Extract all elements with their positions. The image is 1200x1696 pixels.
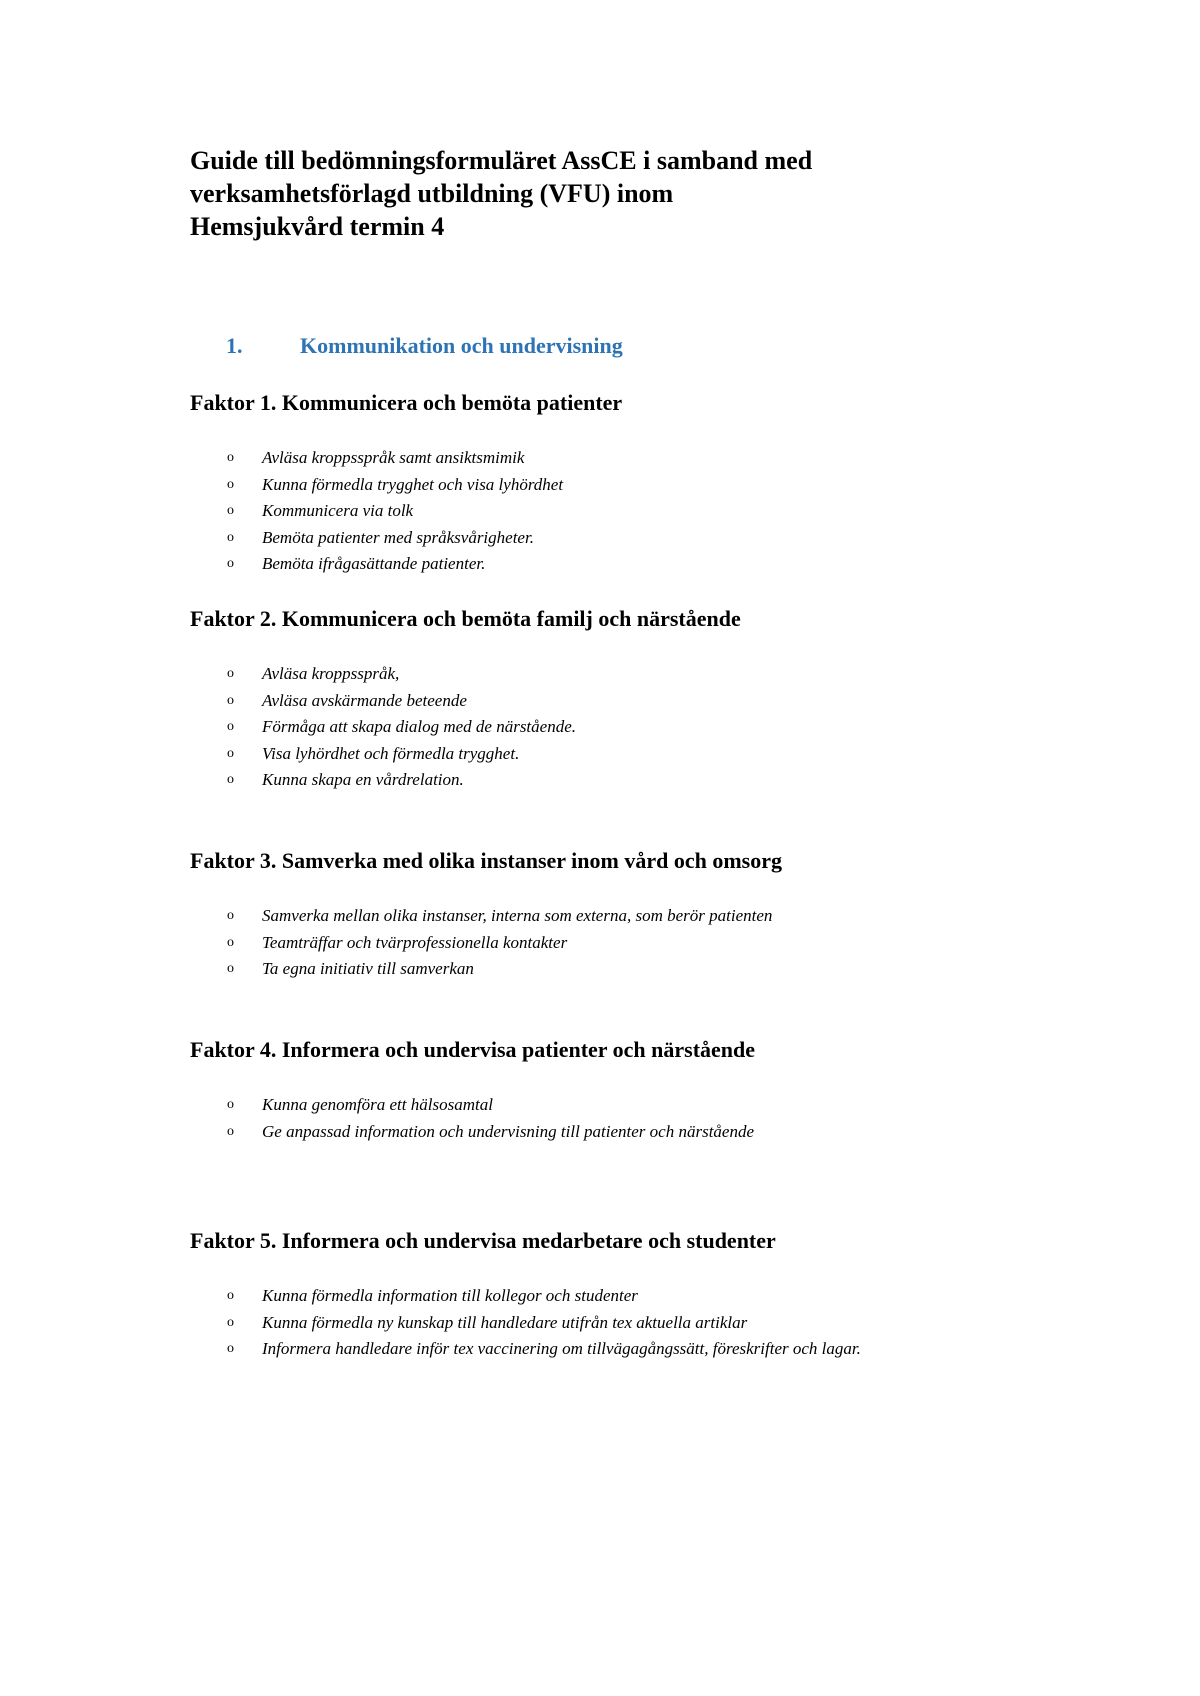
section-number: 1. xyxy=(226,333,243,358)
factor-5 xyxy=(190,1227,1150,1363)
bullet-icon: o xyxy=(227,1097,234,1112)
list-item xyxy=(190,1310,1150,1337)
bullet-icon: o xyxy=(227,745,234,761)
bullet-icon: o xyxy=(227,1314,234,1330)
list-item xyxy=(190,1283,1150,1310)
bullet-icon: o xyxy=(227,476,234,492)
bullet-icon: o xyxy=(227,772,234,787)
list-item-text: Teamträffar och tvärprofessionella kontakter xyxy=(262,932,568,952)
list-item xyxy=(190,1119,1150,1146)
list-item xyxy=(190,956,1150,983)
factor-item-list xyxy=(190,445,1150,578)
list-item xyxy=(190,1092,1150,1119)
list-item-text: Informera handledare inför tex vaccinering om tillvägagångssätt, föreskrifter och lagar. xyxy=(262,1339,861,1358)
list-item xyxy=(190,767,1150,794)
bullet-icon: o xyxy=(227,1123,234,1139)
list-item xyxy=(190,445,1150,472)
list-item-text: Visa lyhördhet och förmedla trygghet. xyxy=(262,743,520,763)
bullet-icon: o xyxy=(227,503,234,518)
factor-heading: Faktor 1. Kommunicera och bemöta patienter xyxy=(190,390,623,415)
section-heading xyxy=(226,333,623,359)
list-item-text: Kunna genomföra ett hälsosamtal xyxy=(262,1095,493,1114)
title-line: Hemsjukvård termin 4 xyxy=(190,212,445,241)
factor-item-list xyxy=(190,1283,1150,1363)
factor-item-list xyxy=(190,1092,1150,1145)
title-line: verksamhetsförlagd utbildning (VFU) inom xyxy=(190,179,674,208)
list-item xyxy=(190,551,1150,578)
bullet-icon: o xyxy=(227,961,234,976)
list-item xyxy=(190,525,1150,552)
list-item-text: Avläsa kroppsspråk samt ansiktsmimik xyxy=(262,448,525,467)
list-item-text: Förmåga att skapa dialog med de närstående. xyxy=(262,717,576,736)
list-item xyxy=(190,903,1150,930)
list-item-text: Kunna förmedla information till kollegor och studenter xyxy=(262,1286,638,1305)
list-item xyxy=(190,741,1150,768)
list-item xyxy=(190,498,1150,525)
factor-heading: Faktor 4. Informera och undervisa patienter och närstående xyxy=(190,1037,756,1062)
factor-heading: Faktor 2. Kommunicera och bemöta familj och närstående xyxy=(190,606,741,631)
bullet-icon: o xyxy=(227,692,234,708)
list-item-text: Kunna skapa en vårdrelation. xyxy=(262,770,464,789)
bullet-icon: o xyxy=(227,529,234,545)
list-item-text: Ta egna initiativ till samverkan xyxy=(262,959,474,978)
bullet-icon: o xyxy=(227,934,234,950)
list-item-text: Kunna förmedla ny kunskap till handledare utifrån tex aktuella artiklar xyxy=(262,1312,748,1332)
factor-1 xyxy=(190,389,1150,578)
list-item xyxy=(190,661,1150,688)
factor-heading: Faktor 5. Informera och undervisa medarbetare och studenter xyxy=(190,1228,776,1253)
title-line: Guide till bedömningsformuläret AssCE i samband med xyxy=(190,146,813,175)
factor-3 xyxy=(190,847,1150,983)
bullet-icon: o xyxy=(227,666,234,681)
document-title xyxy=(190,144,812,243)
factor-heading: Faktor 3. Samverka med olika instanser inom vård och omsorg xyxy=(190,848,782,873)
list-item-text: Avläsa avskärmande beteende xyxy=(262,690,467,710)
list-item-text: Ge anpassad information och undervisning till patienter och närstående xyxy=(262,1121,755,1141)
list-item xyxy=(190,1336,1150,1363)
bullet-icon: o xyxy=(227,450,234,465)
factor-4 xyxy=(190,1036,1150,1145)
list-item-text: Bemöta ifrågasättande patienter. xyxy=(262,554,486,573)
factor-item-list xyxy=(190,661,1150,794)
bullet-icon: o xyxy=(227,1341,234,1356)
factor-2 xyxy=(190,605,1150,794)
list-item-text: Kommunicera via tolk xyxy=(262,501,414,520)
bullet-icon: o xyxy=(227,1288,234,1303)
list-item-text: Kunna förmedla trygghet och visa lyhördhet xyxy=(262,474,564,494)
list-item-text: Bemöta patienter med språksvårigheter. xyxy=(262,527,534,547)
list-item-text: Avläsa kroppsspråk, xyxy=(262,664,400,683)
list-item xyxy=(190,930,1150,957)
list-item xyxy=(190,472,1150,499)
list-item xyxy=(190,688,1150,715)
bullet-icon: o xyxy=(227,908,234,923)
list-item xyxy=(190,714,1150,741)
section-title: Kommunikation och undervisning xyxy=(300,333,623,358)
bullet-icon: o xyxy=(227,556,234,571)
factor-item-list xyxy=(190,903,1150,983)
bullet-icon: o xyxy=(227,719,234,734)
list-item-text: Samverka mellan olika instanser, interna som externa, som berör patienten xyxy=(262,906,773,925)
